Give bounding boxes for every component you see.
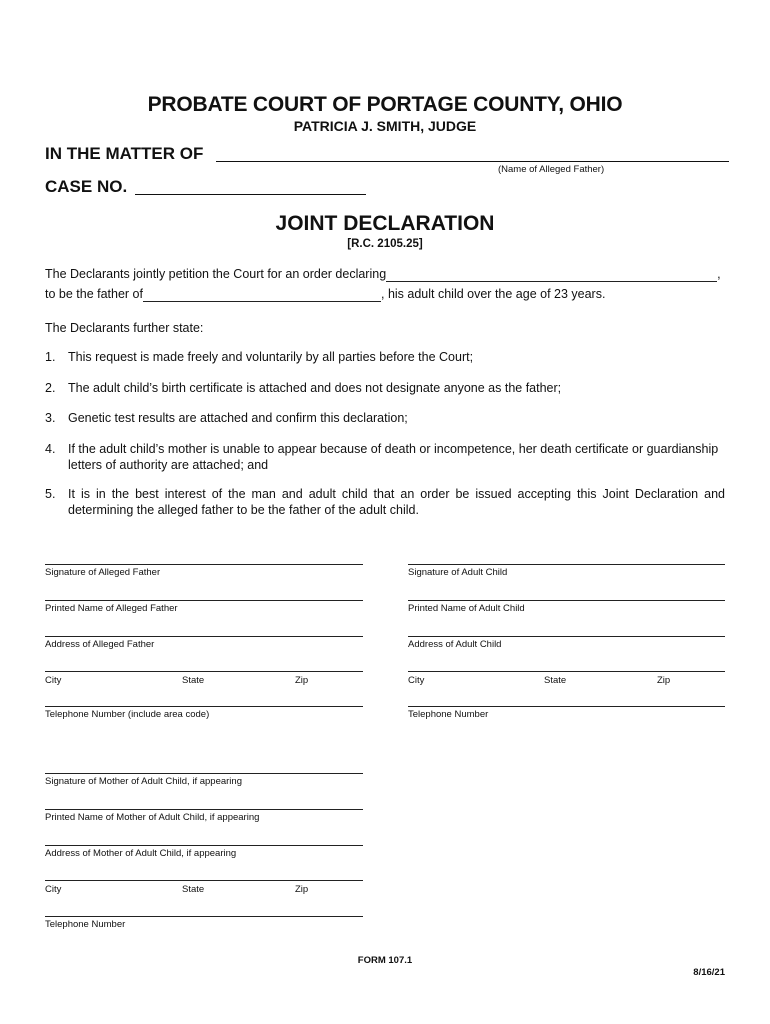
form-date: 8/16/21 xyxy=(693,967,725,978)
item-number: 3. xyxy=(45,411,56,425)
item-text: Genetic test results are attached and confirm this declaration; xyxy=(68,411,408,425)
mother-phone-label: Telephone Number xyxy=(45,919,126,930)
item-number: 2. xyxy=(45,381,56,395)
child-phone-line[interactable] xyxy=(408,706,725,707)
item-number: 1. xyxy=(45,350,56,364)
item-text: This request is made freely and voluntarily by all parties before the Court; xyxy=(68,350,474,364)
adult-child-name-field[interactable] xyxy=(143,287,381,302)
child-city-state-zip-line[interactable] xyxy=(408,671,725,672)
court-title: PROBATE COURT OF PORTAGE COUNTY, OHIO xyxy=(147,93,623,116)
mother-signature-line[interactable] xyxy=(45,773,363,774)
father-state-label: State xyxy=(182,675,205,686)
document-title: JOINT DECLARATION xyxy=(275,212,495,235)
father-address-line[interactable] xyxy=(45,636,363,637)
list-item xyxy=(45,380,725,396)
petition-text-2: to be the father of xyxy=(45,287,143,301)
mother-phone-line[interactable] xyxy=(45,916,363,917)
further-state-text: The Declarants further state: xyxy=(45,321,204,335)
mother-address-label: Address of Mother of Adult Child, if appearing xyxy=(45,848,237,859)
mother-printed-name-label: Printed Name of Mother of Adult Child, if appearing xyxy=(45,812,260,823)
case-number-field[interactable] xyxy=(135,177,366,195)
item-text: The adult child’s birth certificate is attached and does not designate anyone as the father; xyxy=(68,381,562,395)
child-address-label: Address of Adult Child xyxy=(408,639,502,650)
list-item xyxy=(45,441,725,473)
child-printed-name-label: Printed Name of Adult Child xyxy=(408,603,525,614)
matter-label: IN THE MATTER OF xyxy=(45,144,204,163)
petition-text-3: , his adult child over the age of 23 years. xyxy=(381,287,606,301)
item-number: 4. xyxy=(45,442,56,456)
list-item xyxy=(45,410,725,426)
mother-zip-label: Zip xyxy=(295,884,309,895)
child-signature-line[interactable] xyxy=(408,564,725,565)
item-text: If the adult child’s mother is unable to appear because of death or incompetence, her death certificate or guardianship letters of authority are attached; and xyxy=(68,442,719,472)
father-city-label: City xyxy=(45,675,62,686)
mother-state-label: State xyxy=(182,884,205,895)
alleged-father-note: (Name of Alleged Father) xyxy=(498,164,605,175)
child-city-label: City xyxy=(408,675,425,686)
mother-city-state-zip-line[interactable] xyxy=(45,880,363,881)
child-address-line[interactable] xyxy=(408,636,725,637)
father-phone-label: Telephone Number (include area code) xyxy=(45,709,210,720)
father-phone-line[interactable] xyxy=(45,706,363,707)
child-signature-label: Signature of Adult Child xyxy=(408,567,508,578)
alleged-father-name-field[interactable] xyxy=(216,144,729,162)
child-state-label: State xyxy=(544,675,567,686)
father-city-state-zip-line[interactable] xyxy=(45,671,363,672)
judge-name: PATRICIA J. SMITH, JUDGE xyxy=(293,118,477,134)
petition-line-2 xyxy=(45,286,735,302)
list-item xyxy=(45,349,725,365)
child-phone-label: Telephone Number xyxy=(408,709,489,720)
father-signature-label: Signature of Alleged Father xyxy=(45,567,161,578)
father-zip-label: Zip xyxy=(295,675,309,686)
list-item xyxy=(45,486,725,518)
mother-address-line[interactable] xyxy=(45,845,363,846)
father-address-label: Address of Alleged Father xyxy=(45,639,155,650)
mother-city-label: City xyxy=(45,884,62,895)
child-zip-label: Zip xyxy=(657,675,671,686)
father-printed-name-label: Printed Name of Alleged Father xyxy=(45,603,178,614)
item-text: It is in the best interest of the man and adult child that an order be issued accepting this Joint Declaration and determining the alleged father to be the father of the adult child. xyxy=(68,487,725,517)
petition-text-1: The Declarants jointly petition the Court for an order declaring xyxy=(45,267,387,281)
mother-signature-label: Signature of Mother of Adult Child, if appearing xyxy=(45,776,242,787)
father-printed-name-line[interactable] xyxy=(45,600,363,601)
case-number-label: CASE NO. xyxy=(45,177,128,196)
declared-father-field[interactable] xyxy=(386,267,717,282)
petition-comma: , xyxy=(717,267,721,281)
form-number: FORM 107.1 xyxy=(357,955,413,966)
father-signature-line[interactable] xyxy=(45,564,363,565)
mother-printed-name-line[interactable] xyxy=(45,809,363,810)
petition-line-1 xyxy=(45,266,735,282)
item-number: 5. xyxy=(45,487,56,501)
statute-reference: [R.C. 2105.25] xyxy=(347,238,423,250)
child-printed-name-line[interactable] xyxy=(408,600,725,601)
